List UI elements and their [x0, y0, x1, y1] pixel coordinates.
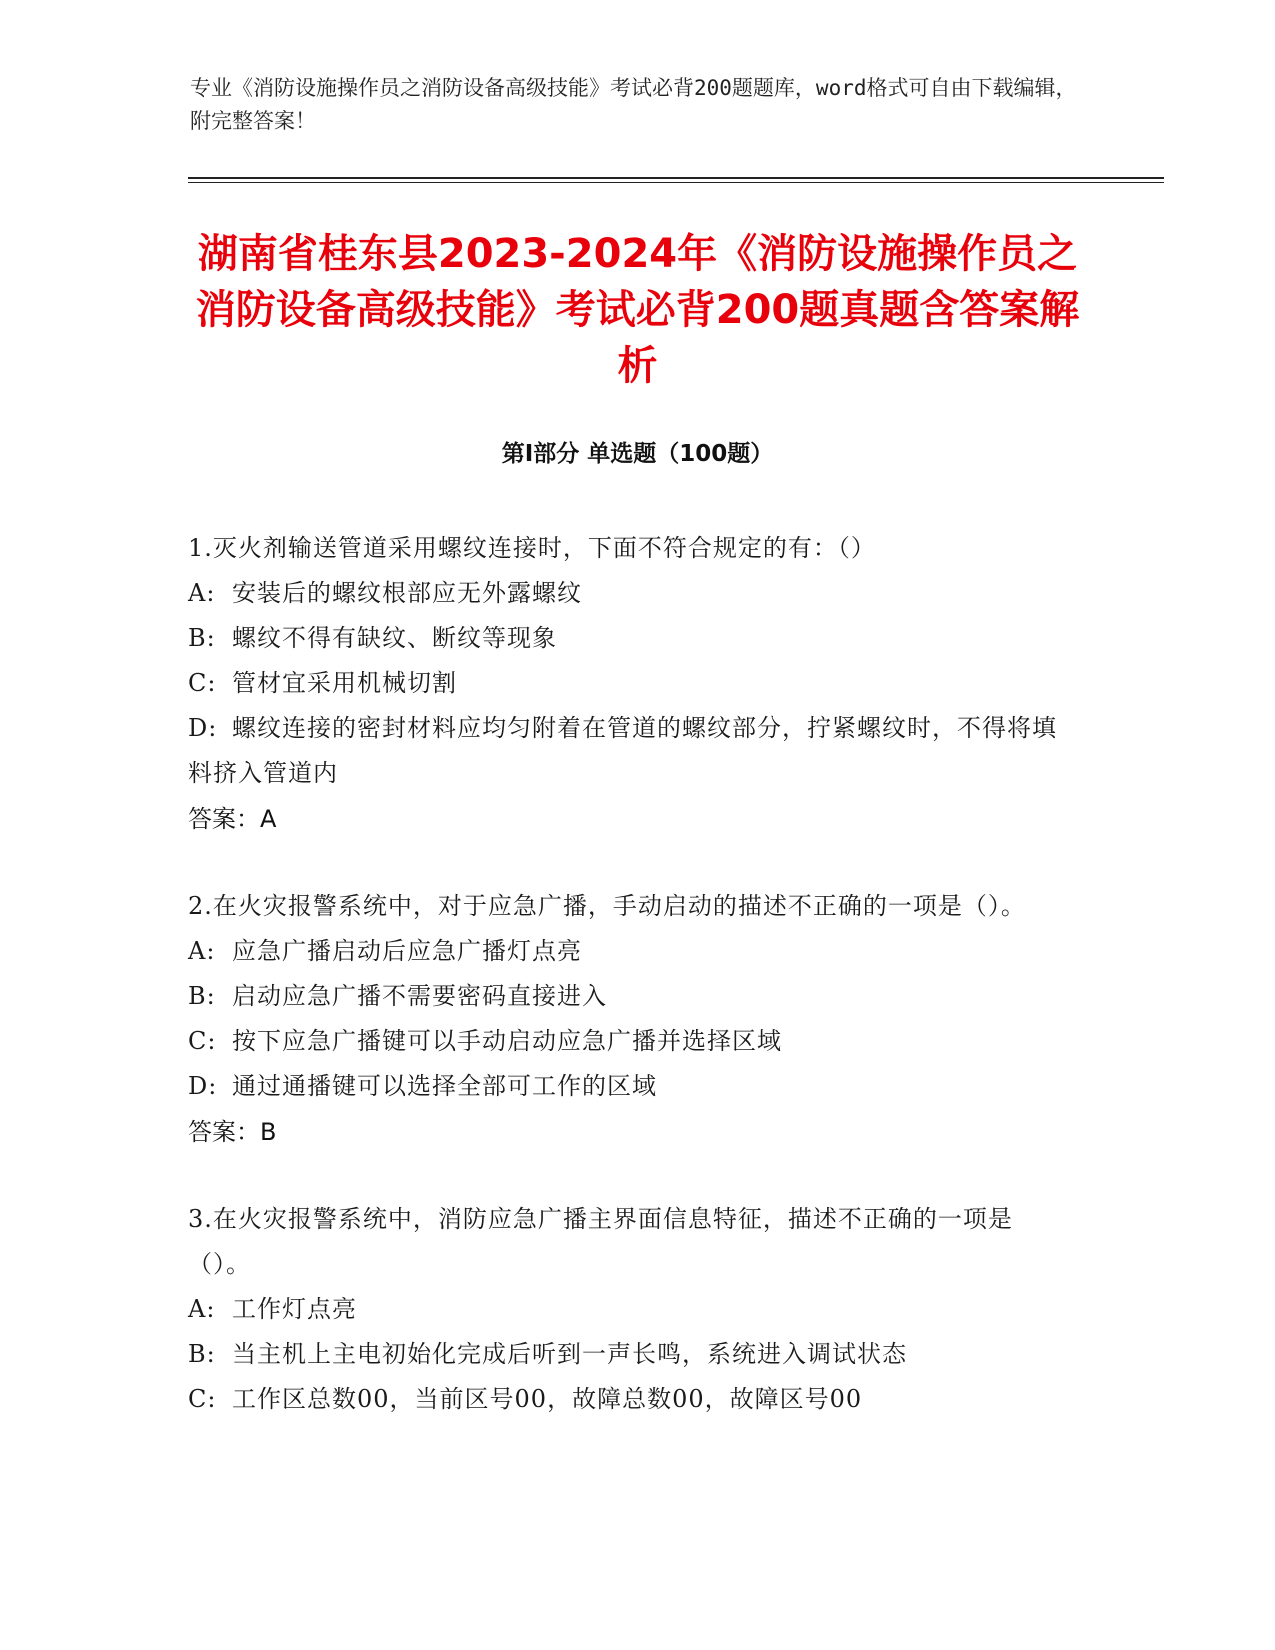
option-key: D: [188, 1072, 218, 1100]
option-text: 启动应急广播不需要密码直接进入 [232, 982, 607, 1010]
header-divider [188, 177, 1164, 179]
option-text: 管材宜采用机械切割 [232, 669, 457, 697]
option-text: 应急广播启动后应急广播灯点亮 [232, 937, 582, 965]
option-a [188, 1287, 1068, 1332]
option-key: A: [188, 579, 216, 607]
option-key: C: [188, 1027, 217, 1055]
option-d [188, 706, 1068, 796]
option-text: 螺纹不得有缺纹、断纹等现象 [232, 624, 557, 652]
option-key: C: [188, 669, 217, 697]
option-key: A: [188, 1295, 216, 1323]
option-key: B: [188, 982, 216, 1010]
option-c [188, 661, 1068, 706]
option-text: 安装后的螺纹根部应无外露螺纹 [232, 579, 582, 607]
option-a [188, 571, 1068, 616]
option-d [188, 1064, 1068, 1109]
option-key: B: [188, 1340, 216, 1368]
option-text: 工作区总数00，当前区号00，故障总数00，故障区号00 [232, 1385, 863, 1413]
header-divider-thin [188, 182, 1164, 183]
document-title: 湖南省桂东县2023-2024年《消防设施操作员之消防设备高级技能》考试必背200题真题含答案解析 [195, 231, 1080, 389]
question-stem: 1.灭火剂输送管道采用螺纹连接时，下面不符合规定的有：（） [188, 534, 876, 562]
question-stem: 3.在火灾报警系统中，消防应急广播主界面信息特征，描述不正确的一项是（）。 [188, 1205, 1013, 1278]
option-key: C: [188, 1385, 217, 1413]
option-c [188, 1377, 1068, 1422]
option-b [188, 1332, 1068, 1377]
option-c [188, 1019, 1068, 1064]
question-stem: 2.在火灾报警系统中，对于应急广播，手动启动的描述不正确的一项是（）。 [188, 892, 1026, 920]
question-list [188, 526, 1068, 1464]
option-b [188, 974, 1068, 1019]
option-key: D: [188, 714, 218, 742]
section-title: 第Ⅰ部分 单选题（100题） [501, 441, 774, 467]
answer-line: 答案：A [188, 805, 277, 833]
option-text: 当主机上主电初始化完成后听到一声长鸣，系统进入调试状态 [232, 1340, 907, 1368]
option-a [188, 929, 1068, 974]
option-b [188, 616, 1068, 661]
question-2 [188, 884, 1068, 1155]
header-note: 专业《消防设施操作员之消防设备高级技能》考试必背200题题库，word格式可自由下载编辑，附完整答案！ [190, 76, 1077, 133]
option-text: 按下应急广播键可以手动启动应急广播并选择区域 [232, 1027, 782, 1055]
option-text: 工作灯点亮 [232, 1295, 357, 1323]
option-key: B: [188, 624, 216, 652]
answer-line: 答案：B [188, 1118, 277, 1146]
option-text: 通过通播键可以选择全部可工作的区域 [232, 1072, 657, 1100]
option-text: 螺纹连接的密封材料应均匀附着在管道的螺纹部分，拧紧螺纹时，不得将填料挤入管道内 [188, 714, 1057, 787]
question-1 [188, 526, 1068, 842]
option-key: A: [188, 937, 216, 965]
question-3 [188, 1197, 1068, 1422]
